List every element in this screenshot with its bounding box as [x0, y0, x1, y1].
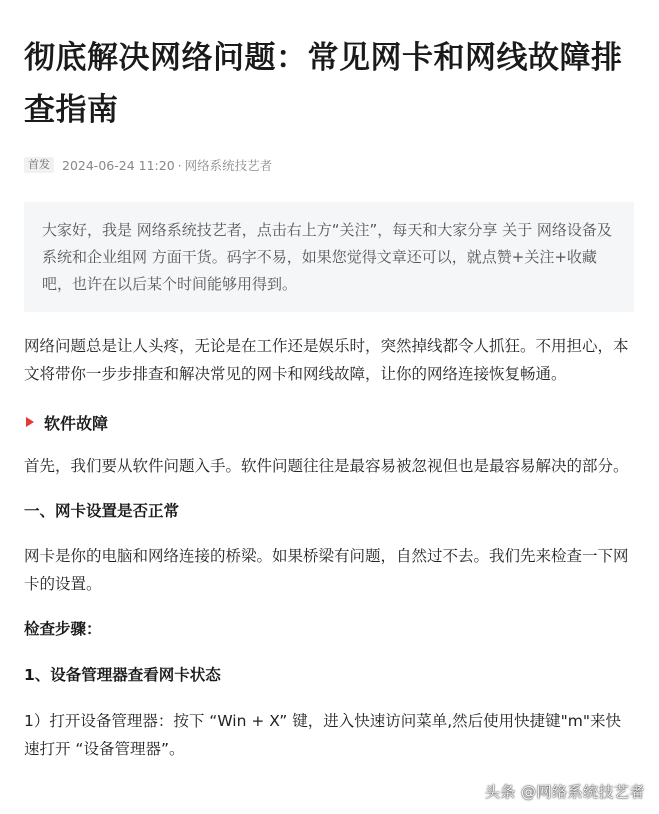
- intro-quote-block: 大家好，我是 网络系统技艺者，点击右上方“关注”，每天和大家分享 关于 网络设备及系统和企业组网 方面干货。码字不易，如果您觉得文章还可以，就点赞+关注+收藏吧，也许在以后某个时间能够用得到。: [24, 202, 634, 312]
- article-meta: [24, 156, 634, 174]
- paragraph-software: 首先，我们要从软件问题入手。软件问题往往是最容易被忽视但也是最容易解决的部分。: [24, 457, 629, 475]
- triangle-marker-icon: [26, 417, 34, 427]
- author-link[interactable]: 网络系统技艺者: [184, 158, 273, 173]
- heading-check-steps: 检查步骤：: [24, 620, 102, 638]
- paragraph-intro: 网络问题总是让人头疼，无论是在工作还是娱乐时，突然掉线都令人抓狂。不用担心，本文将带你一步步排查和解决常见的网卡和网线故障，让你的网络连接恢复畅通。: [24, 337, 629, 383]
- publish-datetime: 2024-06-24 11:20: [62, 157, 175, 173]
- first-publish-badge: 首发: [24, 157, 54, 173]
- article: [24, 0, 634, 763]
- section-heading-software: [24, 408, 634, 436]
- meta-separator: ·: [177, 157, 182, 173]
- heading-device-manager: 1、设备管理器查看网卡状态: [24, 666, 221, 684]
- heading-network-card-settings: 一、网卡设置是否正常: [24, 502, 180, 520]
- paragraph-network-card: 网卡是你的电脑和网络连接的桥梁。如果桥梁有问题，自然过不去。我们先来检查一下网卡的设置。: [24, 547, 629, 593]
- section-heading-label: 软件故障: [44, 413, 109, 433]
- article-title: 彻底解决网络问题：常见网卡和网线故障排查指南: [24, 40, 623, 128]
- watermark: 头条 @网络系统技艺者: [484, 783, 645, 801]
- paragraph-open-device-manager: 1）打开设备管理器：按下 “Win + X” 键，进入快速访问菜单,然后使用快捷键"m"来快速打开 “设备管理器”。: [24, 712, 622, 758]
